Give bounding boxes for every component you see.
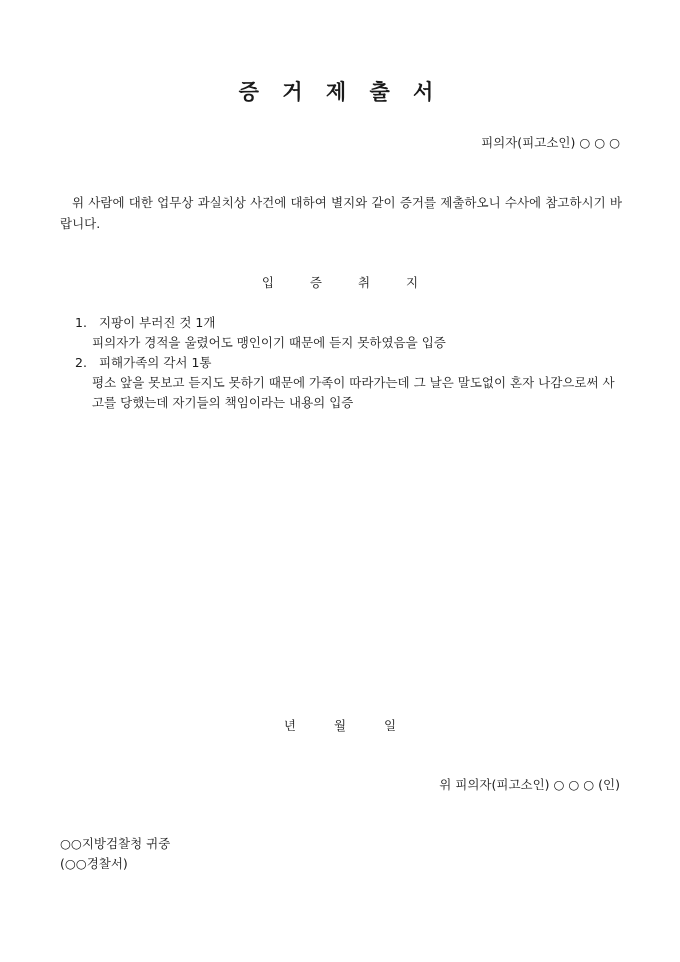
item-detail: 피의자가 경적을 울렸어도 맹인이기 때문에 듣지 못하였음을 입증 [92, 335, 446, 350]
recipient-block [60, 834, 170, 874]
recipient-sub: (○○경찰서) [60, 856, 128, 871]
document-title: 증 거 제 출 서 [238, 79, 442, 104]
list-item [60, 313, 622, 353]
recipient: ○○지방검찰청 귀중 [60, 836, 171, 851]
body-text: 위 사람에 대한 업무상 과실치상 사건에 대하여 별지와 같이 증거를 제출하오니 수사에 참고하시기 바랍니다. [60, 195, 622, 231]
item-number: 1. [75, 315, 87, 330]
section-heading: 입 증 취 지 [261, 275, 419, 290]
item-detail: 평소 앞을 못보고 듣지도 못하기 때문에 가족이 따라가는데 그 날은 말도없이 혼자 나감으로써 사고를 당했는데 자기들의 책임이라는 내용의 입증 [92, 375, 615, 410]
item-title: 지팡이 부러진 것 1개 [98, 315, 216, 330]
suspect-name-line: 피의자(피고소인) ○ ○ ○ [481, 135, 620, 150]
evidence-list [60, 313, 622, 413]
signature-line: 위 피의자(피고소인) ○ ○ ○ (인) [439, 777, 620, 792]
item-title: 피해가족의 각서 1통 [98, 355, 212, 370]
item-number: 2. [75, 355, 87, 370]
date-line: 년 월 일 [283, 718, 397, 733]
list-item [60, 353, 622, 413]
body-paragraph [60, 192, 622, 234]
